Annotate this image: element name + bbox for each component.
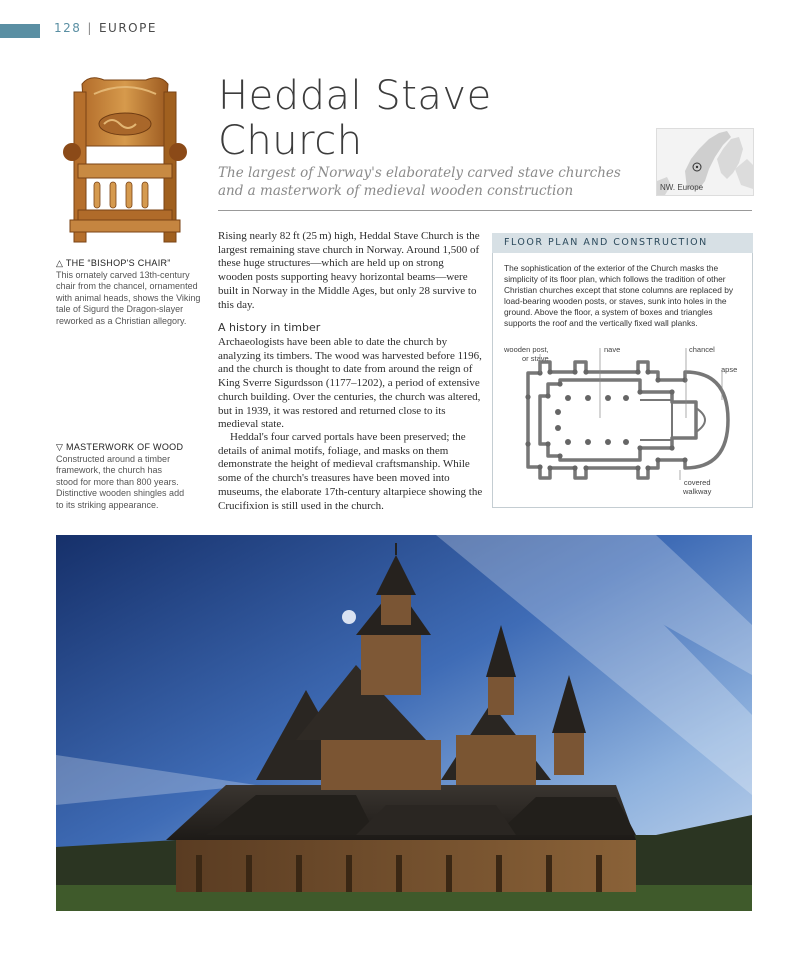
masterwork-caption-text: Constructed around a timber framework, the church has stood for more than 800 years. Distinctive wooden shingles add to its striking appearance. <box>56 453 185 510</box>
chair-caption <box>56 258 206 327</box>
chair-caption-heading: △ THE “BISHOP'S CHAIR” <box>56 258 171 268</box>
title-rule <box>218 210 752 211</box>
page-number: 128 <box>54 21 82 35</box>
masterwork-caption <box>56 442 186 511</box>
page-subtitle: The largest of Norway's elaborately carved stave churches and a masterwork of medieval wooden construction <box>218 165 621 199</box>
history-paragraph-2 <box>218 431 483 513</box>
label-wooden-post-line1: wooden post, <box>504 345 549 354</box>
church-photograph <box>56 535 752 911</box>
floor-plan-heading: FLOOR PLAN AND CONSTRUCTION <box>492 233 753 253</box>
bishops-chair-image <box>60 72 190 248</box>
section-name: EUROPE <box>98 21 157 35</box>
floor-plan-text: The sophistication of the exterior of the Church masks the simplicity of its floor plan, which follows the tradition of other Christian churches except that stone columns are replaced by load-bearing wooden posts, or staves, sunk into holes in the ground. Above the floor, a system of boxes and triangles supports the roof and the vertically fixed wall planks. <box>504 263 734 328</box>
running-header <box>54 21 157 35</box>
history-paragraph-1: Archaeologists have been able to date the church by analyzing its timbers. The wood was harvested before 1196, and the church is thought to date from around the reign of King Sverre Sigurdsson (1177–1202), a period of extensive church building. Over the centuries, the church was altered, but in 1939, it was restored and returned close to its medieval state. <box>218 336 482 431</box>
chair-caption-text: This ornately carved 13th-century chair from the chancel, ornamented with animal heads, shows the Viking tale of Sigurd the Dragon-slayer reworked as a Christian allegory. <box>56 269 201 326</box>
page-title <box>218 74 638 164</box>
masterwork-caption-heading: ▽ MASTERWORK OF WOOD <box>56 442 184 452</box>
label-walkway-line2: walkway <box>683 487 712 496</box>
history-paragraph-2-text: Heddal's four carved portals have been preserved; the details of animal motifs, foliage, and masks on them demonstrate the height of medieval craftsmanship. While some of the church's treasures have been moved into museums, the elaborate 17th-century altarpiece showing the Crucifixion is still used in the church. <box>218 431 483 512</box>
label-apse: apse <box>721 365 738 374</box>
intro-paragraph: Rising nearly 82 ft (25 m) high, Heddal Stave Church is the largest remaining stave church in Norway. Around 1,500 of these huge structures—which are held up on strong wooden posts supporting heavy horizontal beams—were built in Norway in the Middle Ages, but only 28 survive to this day. <box>218 230 480 311</box>
folio-color-bar <box>0 24 40 38</box>
label-wooden-post-line2: or stave <box>522 354 549 363</box>
floor-plan-diagram <box>500 340 748 500</box>
label-walkway-line1: covered <box>683 478 711 487</box>
title-line-1: Heddal Stave <box>218 73 492 119</box>
moon-icon <box>342 610 356 624</box>
map-label: NW. Europe <box>660 183 704 192</box>
label-nave: nave <box>604 345 621 354</box>
history-heading: A history in timber <box>218 321 321 334</box>
header-separator: | <box>87 21 93 35</box>
label-chancel: chancel <box>689 345 715 354</box>
title-line-2: Church <box>218 118 363 164</box>
